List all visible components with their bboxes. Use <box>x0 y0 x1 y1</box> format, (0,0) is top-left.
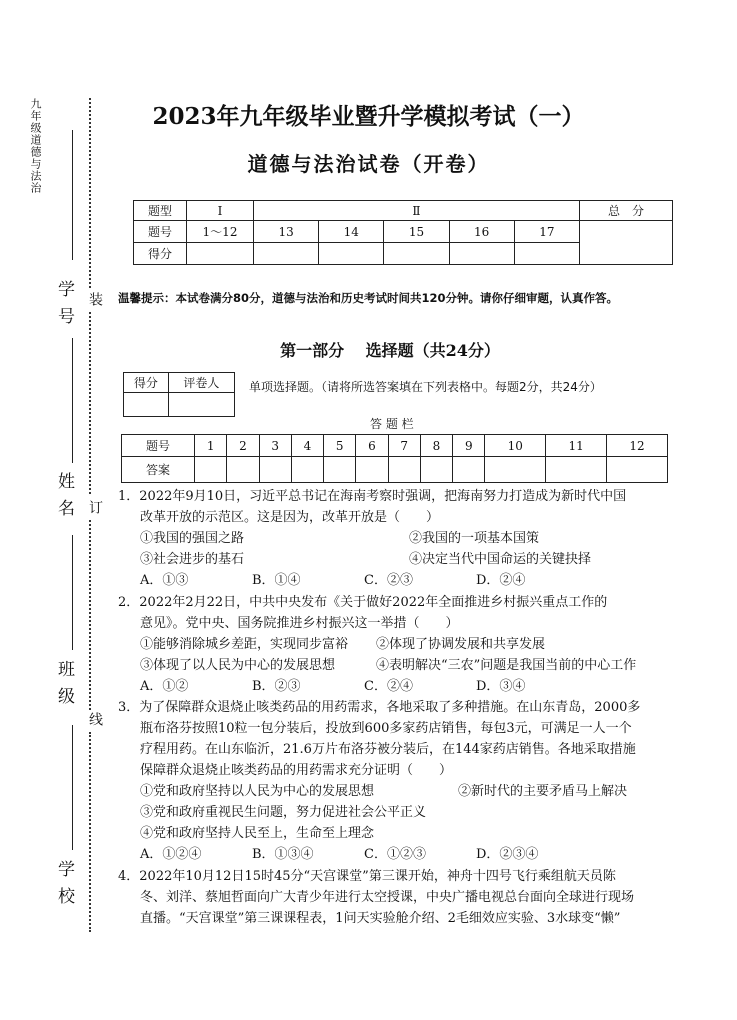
question-2-item-2: ②体现了协调发展和共享发展 <box>376 637 546 652</box>
question-3-item-1: ①党和政府坚持以人民为中心的发展思想 <box>140 784 375 799</box>
question-2-answer-c[interactable]: C．②④ <box>364 679 413 694</box>
answer-table-number: 1 <box>195 435 227 457</box>
question-3-items-row-1 <box>118 781 678 802</box>
question-2-items-row-2 <box>118 655 678 676</box>
score-table-total-cell[interactable] <box>580 221 673 265</box>
question-3-stem-line-4: 保障群众退烧止咳类药品的用药需求充分证明（ ） <box>140 763 453 778</box>
question-3-item-3: ③党和政府重视民生问题，努力促进社会公平正义 <box>140 805 427 820</box>
answer-table-number: 6 <box>356 435 388 457</box>
answer-table-label-answer: 答案 <box>122 457 195 483</box>
answer-cell[interactable] <box>356 457 388 483</box>
answer-cell[interactable] <box>420 457 452 483</box>
question-3-stem-line-1: 3．为了保障群众退烧止咳类药品的用药需求，各地采取了多种措施。在山东青岛，2000多 <box>118 700 641 715</box>
score-table <box>133 200 673 265</box>
question-4 <box>118 866 678 929</box>
exam-subtitle: 道德与法治试卷（开卷） <box>247 152 490 176</box>
question-1-answer-b[interactable]: B．①④ <box>252 573 301 588</box>
question-1-item-1: ①我国的强国之路 <box>140 531 245 546</box>
question-4-stem-line-1: 4．2022年10月12日15时45分“天宫课堂”第三课开始，神舟十四号飞行乘组航天员陈 <box>118 869 616 884</box>
answer-caption: 答 题 栏 <box>370 417 414 431</box>
question-3-answer-d[interactable]: D．②③④ <box>476 847 539 862</box>
answer-table-number: 11 <box>546 435 607 457</box>
question-1 <box>118 486 678 591</box>
question-3 <box>118 697 678 865</box>
answer-cell[interactable] <box>195 457 227 483</box>
label-school: 学校 <box>54 860 74 914</box>
question-4-stem-line-2: 冬、刘洋、蔡旭哲面向广大青少年进行太空授课，中央广播电视总台面向全球进行现场 <box>140 890 635 905</box>
answer-table-number: 4 <box>291 435 323 457</box>
answer-cell[interactable] <box>546 457 607 483</box>
answer-cell[interactable] <box>388 457 420 483</box>
grader-table <box>123 372 235 417</box>
answer-table-number: 3 <box>259 435 291 457</box>
answer-cell[interactable] <box>324 457 356 483</box>
answer-cell[interactable] <box>607 457 668 483</box>
question-1-answer-c[interactable]: C．②③ <box>364 573 413 588</box>
score-table-number-15: 15 <box>384 221 449 243</box>
exam-tip: 温馨提示：本试卷满分80分，道德与法治和历史考试时间共120分钟。请你仔细审题，认真作答。 <box>118 291 619 305</box>
question-3-answers <box>118 844 678 865</box>
answer-cell[interactable] <box>259 457 291 483</box>
grader-cell[interactable] <box>168 393 234 417</box>
question-1-stem-line-1: 1．2022年9月10日，习近平总书记在海南考察时强调，把海南努力打造成为新时代中国 <box>118 489 627 504</box>
binding-dotted-line-4 <box>89 732 101 932</box>
score-cell[interactable] <box>449 243 514 265</box>
answer-table-number: 9 <box>453 435 485 457</box>
fill-line-school <box>72 725 73 850</box>
question-2-item-1: ①能够消除城乡差距，实现同步富裕 <box>140 637 349 652</box>
score-table-number-1-12: 1～12 <box>187 221 254 243</box>
score-cell[interactable] <box>384 243 449 265</box>
binding-vertical-note: 九年级道德与法治 <box>29 98 42 194</box>
score-table-number-13: 13 <box>254 221 319 243</box>
score-cell[interactable] <box>319 243 384 265</box>
question-1-answers <box>118 570 678 591</box>
score-table-number-14: 14 <box>319 221 384 243</box>
answer-table-number: 8 <box>420 435 452 457</box>
question-1-items-row-2 <box>118 549 678 570</box>
question-4-stem-line-3: 直播。“天宫课堂”第三课课程表，1问天实验舱介绍、2毛细效应实验、3水球变“懒” <box>140 911 621 926</box>
question-1-items-row-1 <box>118 528 678 549</box>
question-2-stem-line-1: 2．2022年2月22日，中共中央发布《关于做好2022年全面推进乡村振兴重点工作的 <box>118 595 608 610</box>
part1-title: 第一部分 选择题（共24分） <box>280 341 500 360</box>
score-table-type-ii: Ⅱ <box>254 201 580 221</box>
score-table-label-type: 题型 <box>134 201 187 221</box>
bind-mark-xian: 线 <box>87 712 103 726</box>
grader-cell[interactable] <box>124 393 169 417</box>
label-student-number: 学号 <box>54 280 74 334</box>
question-1-stem-line-2: 改革开放的示范区。这是因为，改革开放是（ ） <box>140 510 440 525</box>
question-2-stem-line-2: 意见》。党中央、国务院推进乡村振兴这一举措（ ） <box>140 616 459 631</box>
score-table-label-score: 得分 <box>134 243 187 265</box>
label-student-name: 姓名 <box>54 472 74 526</box>
answer-cell[interactable] <box>291 457 323 483</box>
score-table-label-number: 题号 <box>134 221 187 243</box>
score-table-number-17: 17 <box>514 221 579 243</box>
question-2 <box>118 592 678 697</box>
question-2-item-3: ③体现了以人民为中心的发展思想 <box>140 658 336 673</box>
question-2-items-row-1 <box>118 634 678 655</box>
grader-header-grader: 评卷人 <box>168 373 234 393</box>
question-2-answer-b[interactable]: B．②③ <box>252 679 301 694</box>
score-table-total-label: 总 分 <box>580 201 673 221</box>
question-2-item-4: ④表明解决“三农”问题是我国当前的中心工作 <box>376 658 637 673</box>
answer-table <box>121 434 668 483</box>
score-cell[interactable] <box>514 243 579 265</box>
binding-dotted-line-3 <box>89 520 101 710</box>
question-1-answer-a[interactable]: A．①③ <box>140 573 189 588</box>
question-2-answer-a[interactable]: A．①② <box>140 679 189 694</box>
question-1-answer-d[interactable]: D．②④ <box>476 573 526 588</box>
exam-title: 2023年九年级毕业暨升学模拟考试（一） <box>152 103 585 130</box>
question-3-answer-b[interactable]: B．①③④ <box>252 847 314 862</box>
question-2-answer-d[interactable]: D．③④ <box>476 679 526 694</box>
fill-line-class <box>72 535 73 650</box>
bind-mark-ding: 订 <box>87 500 103 514</box>
question-3-stem-line-3: 疗程用药。在山东临沂，21.6万片布洛芬被分装后，在144家药店销售。各地采取措施 <box>140 742 636 757</box>
grader-header-score: 得分 <box>124 373 169 393</box>
answer-table-label-number: 题号 <box>122 435 195 457</box>
answer-table-number: 2 <box>227 435 259 457</box>
question-3-item-4: ④党和政府坚持人民至上，生命至上理念 <box>140 826 375 841</box>
answer-cell[interactable] <box>453 457 485 483</box>
question-3-answer-a[interactable]: A．①②④ <box>140 847 202 862</box>
question-1-item-3: ③社会进步的基石 <box>140 552 245 567</box>
question-1-item-4: ④决定当代中国命运的关键抉择 <box>409 552 592 567</box>
answer-cell[interactable] <box>227 457 259 483</box>
answer-cell[interactable] <box>485 457 546 483</box>
question-1-item-2: ②我国的一项基本国策 <box>409 531 540 546</box>
question-3-stem-line-2: 瓶布洛芬按照10粒一包分装后，投放到600多家药店销售，每包3元，可满足一人一个 <box>140 721 632 736</box>
bind-mark-zhuang: 装 <box>87 292 103 306</box>
question-3-answer-c[interactable]: C．①②③ <box>364 847 426 862</box>
score-table-number-16: 16 <box>449 221 514 243</box>
label-class: 班级 <box>54 660 74 714</box>
part1-instruction: 单项选择题。（请将所选答案填在下列表格中。每题2分，共24分） <box>249 380 602 394</box>
answer-table-number: 5 <box>324 435 356 457</box>
answer-table-number: 7 <box>388 435 420 457</box>
score-table-type-i: I <box>187 201 254 221</box>
question-3-item-2: ②新时代的主要矛盾马上解决 <box>458 784 628 799</box>
question-2-answers <box>118 676 678 697</box>
score-cell[interactable] <box>254 243 319 265</box>
answer-table-number: 10 <box>485 435 546 457</box>
answer-table-number: 12 <box>607 435 668 457</box>
score-cell[interactable] <box>187 243 254 265</box>
